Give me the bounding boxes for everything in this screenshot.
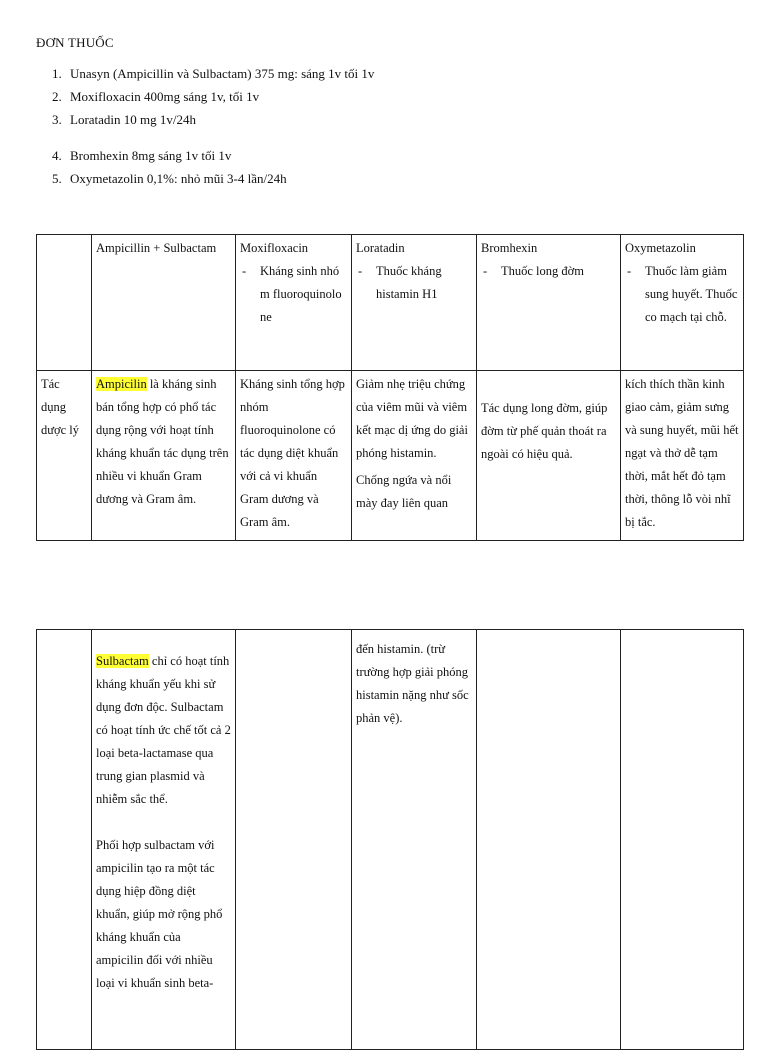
- empty-cell: [477, 630, 621, 1050]
- list-item: 5. Oxymetazolin 0,1%: nhỏ mũi 3-4 lần/24h: [52, 171, 287, 186]
- empty-cell: [236, 630, 352, 1050]
- table-row: [37, 630, 744, 1050]
- row-label-cell: Tác dụng dược lý: [37, 371, 92, 541]
- effect-cell: Ampicilin là kháng sinh bán tổng hợp có phổ tác dụng rộng với hoạt tính kháng khuẩn tác dụng trên nhiều vi khuẩn Gram dương và Gram âm.: [92, 371, 236, 541]
- header-cell: Moxifloxacin - Kháng sinh nhóm fluoroquinolone: [236, 235, 352, 371]
- effect-cell: Tác dụng long đờm, giúp đờm từ phế quản thoát ra ngoài có hiệu quả.: [477, 371, 621, 541]
- list-item: 3. Loratadin 10 mg 1v/24h: [52, 112, 197, 127]
- list-item: 2. Moxifloxacin 400mg sáng 1v, tối 1v: [52, 89, 260, 104]
- prescription-list: [52, 62, 374, 131]
- effect-cell: Sulbactam chỉ có hoạt tính kháng khuẩn yếu khi sử dụng đơn độc. Sulbactam có hoạt tính ức chế tốt cả 2 loại beta-lactamase qua trung gian plasmid và nhiễm sắc thể. Phối hợp sulbactam với ampicilin tạo ra một tác dụng hiệp đồng diệt khuẩn, giúp mở rộng phổ kháng khuẩn của ampicilin đối với nhiều loại vi khuẩn sinh beta-: [92, 630, 236, 1050]
- prescription-list-continued: [52, 144, 287, 190]
- header-cell: Bromhexin - Thuốc long đờm: [477, 235, 621, 371]
- drug-table: [36, 234, 744, 541]
- table-row: [37, 371, 744, 541]
- effect-cell: Kháng sinh tổng hợp nhóm fluoroquinolone có tác dụng diệt khuẩn với cả vi khuẩn Gram dương và Gram âm.: [236, 371, 352, 541]
- highlighted-text: Sulbactam: [96, 654, 149, 668]
- table-header-row: [37, 235, 744, 371]
- empty-corner-cell: [37, 235, 92, 371]
- effect-cell: đến histamin. (trừ trường hợp giải phóng histamin nặng như sốc phản vệ).: [352, 630, 477, 1050]
- empty-cell: [37, 630, 92, 1050]
- effect-cell: kích thích thần kinh giao cảm, giảm sưng và sung huyết, mũi hết ngạt và thở dễ tạm thời, mắt hết đỏ tạm thời, thông lỗ vòi nhĩ bị tắc.: [621, 371, 744, 541]
- drug-table-continued: [36, 629, 744, 1050]
- list-item: 1. Unasyn (Ampicillin và Sulbactam) 375 mg: sáng 1v tối 1v: [52, 66, 375, 81]
- empty-cell: [621, 630, 744, 1050]
- effect-cell: Giảm nhẹ triệu chứng của viêm mũi và viêm kết mạc dị ứng do giải phóng histamin. Chống ngứa và nổi mày đay liên quan: [352, 371, 477, 541]
- list-item: 4. Bromhexin 8mg sáng 1v tối 1v: [52, 148, 232, 163]
- header-cell: Ampicillin + Sulbactam: [92, 235, 236, 371]
- highlighted-text: Ampicilin: [96, 377, 147, 391]
- document-title: ĐƠN THUỐC: [36, 35, 114, 50]
- header-cell: Oxymetazolin - Thuốc làm giảm sung huyết. Thuốc co mạch tại chỗ.: [621, 235, 744, 371]
- header-cell: Loratadin - Thuốc kháng histamin H1: [352, 235, 477, 371]
